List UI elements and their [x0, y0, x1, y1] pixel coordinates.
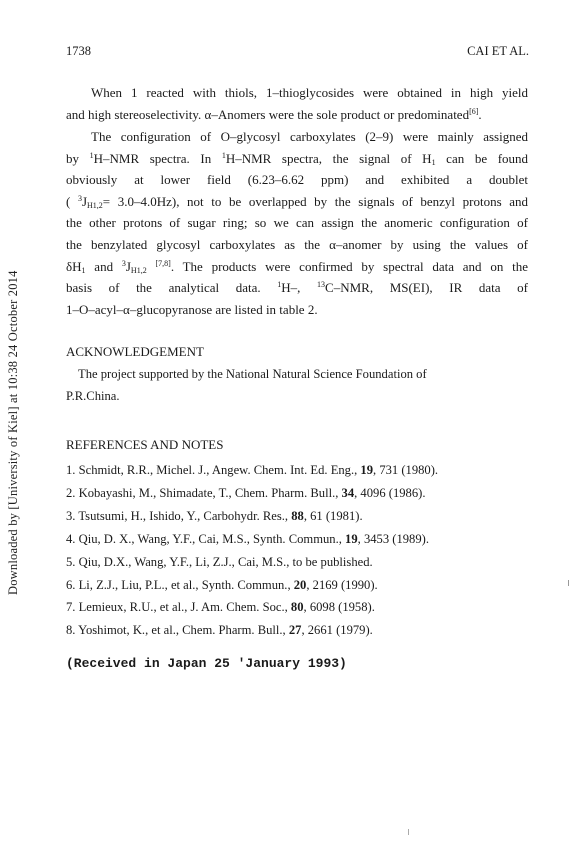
text-line: the benzylated glycosyl carboxylates as the α–anomer by using the values of — [66, 236, 528, 252]
text-line: by $^1$H–NMR spectra. In $^1$H–NMR spectra, the signal of $H_1$ can be found — [66, 150, 529, 167]
received-date: (Received in Japan 25 'January 1993) — [66, 656, 347, 671]
text-line: ( $^3J_{H1,2}= 3.0-4.0Hz$), not to be overlapped by the signals of benzyl protons and — [66, 193, 529, 210]
reference-item: 7. Lemieux, R.U., et al., J. Am. Chem. Soc., 80, 6098 (1958). — [66, 600, 375, 615]
acknowledgement-line: P.R.China. — [66, 389, 120, 403]
acknowledgement-heading: ACKNOWLEDGEMENT — [66, 344, 204, 359]
scan-mark — [568, 580, 569, 586]
reference-item: 3. Tsutsumi, H., Ishido, Y., Carbohydr. Res., 88, 61 (1981). — [66, 508, 363, 523]
text-line: and high stereoselectivity. α–Anomers were the sole product or predominated[6]. — [66, 106, 482, 122]
reference-item: 1. Schmidt, R.R., Michel. J., Angew. Chem. Int. Ed. Eng., 19, 731 (1980). — [66, 463, 439, 477]
scan-mark — [408, 829, 409, 835]
reference-item: 5. Qiu, D.X., Wang, Y.F., Li, Z.J., Cai, M.S., to be published. — [66, 554, 373, 569]
paragraph-configuration — [66, 126, 528, 320]
text-line: obviously at lower field (6.23–6.62 ppm) and exhibited a doublet — [66, 172, 528, 188]
text-line: When 1 reacted with thiols, 1–thioglycosides were obtained in high yield — [91, 85, 528, 100]
paragraph-thioglycosides — [66, 82, 528, 125]
reference-item: 6. Li, Z.J., Liu, P.L., et al., Synth. Commun., 20, 2169 (1990). — [66, 577, 378, 592]
reference-list — [66, 459, 438, 642]
running-title: CAI ET AL. — [467, 44, 529, 58]
text-line: 1–O–acyl–α–glucopyranose are listed in table 2. — [66, 301, 318, 317]
text-line: the other protons of sugar ring; so we can assign the anomeric configuration of — [66, 215, 528, 231]
text-line: $\delta H_1$ and $^3J_{H1,2}$ [7,8]. The products were confirmed by spectral data and on the — [66, 258, 529, 275]
download-watermark: Downloaded by [University of Kiel] at 10:38 24 October 2014 — [6, 270, 20, 595]
reference-item: 2. Kobayashi, M., Shimadate, T., Chem. Pharm. Bull., 34, 4096 (1986). — [66, 485, 426, 500]
references-heading: REFERENCES AND NOTES — [66, 437, 224, 452]
reference-item: 8. Yoshimot, K., et al., Chem. Pharm. Bull., 27, 2661 (1979). — [66, 623, 373, 638]
reference-item: 4. Qiu, D. X., Wang, Y.F., Cai, M.S., Synth. Commun., 19, 3453 (1989). — [66, 531, 429, 546]
page-number: 1738 — [66, 44, 91, 58]
text-line: basis of the analytical data. $^1$H–, $^{13}$C–NMR, MS(EI), IR data of — [66, 280, 529, 296]
text-line: The configuration of O–glycosyl carboxylates (2–9) were mainly assigned — [91, 129, 528, 144]
acknowledgement-line: The project supported by the National Natural Science Foundation of — [78, 367, 427, 381]
